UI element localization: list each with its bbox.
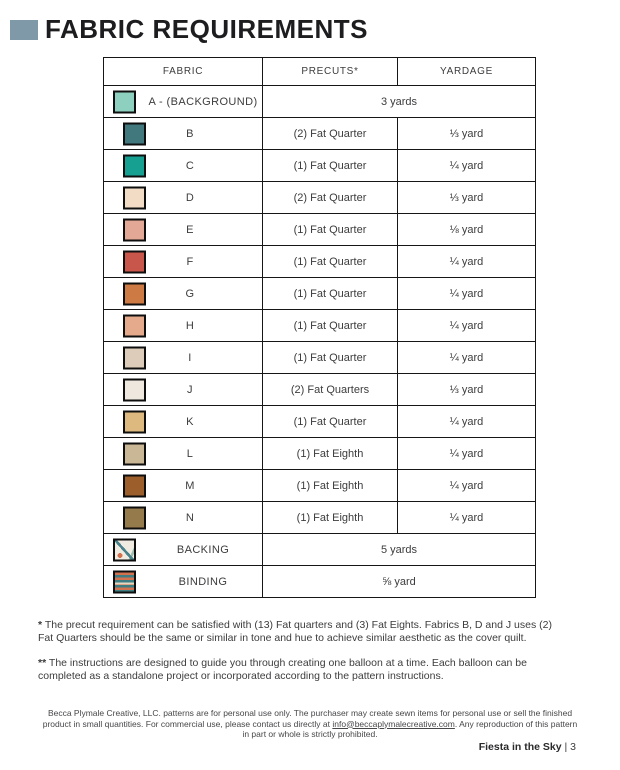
precut-cell: (1) Fat Quarter — [263, 246, 398, 278]
yardage-cell: ¼ yard — [398, 342, 536, 374]
yardage-cell: ⅓ yard — [398, 118, 536, 150]
fabric-label: N — [185, 511, 195, 524]
fabric-label: BACKING — [176, 543, 230, 556]
fabric-cell — [104, 342, 263, 374]
title-accent-square — [10, 20, 38, 40]
precut-cell: (1) Fat Quarter — [263, 406, 398, 438]
yardage-cell: ¼ yard — [398, 502, 536, 534]
precut-cell: (1) Fat Quarter — [263, 214, 398, 246]
fabric-cell — [104, 278, 263, 310]
fabric-swatch — [113, 538, 136, 561]
footnote-text: The instructions are designed to guide you through creating one balloon at a time. Each balloon can be completed as a standalone project or incorporated according to the pattern instructions. — [38, 657, 527, 682]
copyright-notice — [40, 708, 580, 740]
yardage-merged-cell: 5 yards — [263, 534, 536, 566]
fabric-label: M — [185, 479, 195, 492]
yardage-cell: ⅓ yard — [398, 182, 536, 214]
col-header-yardage: YARDAGE — [398, 58, 536, 86]
pattern-title: Fiesta in the Sky — [478, 741, 562, 753]
fabric-label: A - (BACKGROUND) — [148, 95, 258, 108]
copyright-text-after: . Any reproduction of this pattern in part or whole is strictly prohibited. — [242, 718, 578, 739]
fabric-swatch — [123, 282, 146, 305]
yardage-merged-cell: 3 yards — [263, 86, 536, 118]
table-row — [104, 118, 536, 150]
table-row — [104, 278, 536, 310]
fabric-swatch — [113, 570, 136, 593]
precut-cell: (1) Fat Quarter — [263, 278, 398, 310]
fabric-cell — [104, 470, 263, 502]
footnote-instructions — [38, 657, 565, 683]
page-footer — [479, 741, 576, 753]
fabric-cell — [104, 150, 263, 182]
fabric-swatch — [123, 410, 146, 433]
fabric-cell — [104, 118, 263, 150]
yardage-cell: ¼ yard — [398, 406, 536, 438]
table-header-row — [104, 58, 536, 86]
yardage-cell: ⅛ yard — [398, 214, 536, 246]
precut-cell: (1) Fat Eighth — [263, 438, 398, 470]
precut-cell: (1) Fat Eighth — [263, 470, 398, 502]
precut-cell: (1) Fat Quarter — [263, 150, 398, 182]
precut-cell: (1) Fat Eighth — [263, 502, 398, 534]
table-row — [104, 534, 536, 566]
fabric-label: B — [186, 127, 194, 140]
table-row — [104, 342, 536, 374]
precut-cell: (2) Fat Quarter — [263, 182, 398, 214]
precut-cell: (2) Fat Quarter — [263, 118, 398, 150]
fabric-swatch — [123, 346, 146, 369]
yardage-merged-cell: ⅝ yard — [263, 566, 536, 598]
yardage-cell: ⅓ yard — [398, 374, 536, 406]
table-row — [104, 182, 536, 214]
precut-cell: (1) Fat Quarter — [263, 342, 398, 374]
fabric-swatch — [123, 442, 146, 465]
fabric-swatch — [123, 122, 146, 145]
yardage-cell: ¼ yard — [398, 246, 536, 278]
fabric-swatch — [123, 474, 146, 497]
col-header-fabric: FABRIC — [104, 58, 263, 86]
table-row — [104, 214, 536, 246]
yardage-cell: ¼ yard — [398, 278, 536, 310]
email-link[interactable]: info@beccaplymalecreative.com — [332, 718, 455, 729]
fabric-label: J — [187, 383, 193, 396]
fabric-table-body — [104, 86, 536, 598]
fabric-swatch — [113, 90, 136, 113]
fabric-cell — [104, 374, 263, 406]
fabric-cell — [104, 214, 263, 246]
fabric-swatch — [123, 378, 146, 401]
fabric-swatch — [123, 154, 146, 177]
fabric-label: D — [185, 191, 195, 204]
fabric-label: H — [185, 319, 195, 332]
fabric-label: K — [186, 415, 194, 428]
footer-separator: | — [564, 741, 568, 753]
table-row — [104, 470, 536, 502]
table-row — [104, 566, 536, 598]
fabric-cell — [104, 86, 263, 118]
yardage-cell: ¼ yard — [398, 438, 536, 470]
fabric-label: BINDING — [178, 575, 228, 588]
table-row — [104, 502, 536, 534]
fabric-cell — [104, 406, 263, 438]
fabric-swatch — [123, 506, 146, 529]
footnote-marker: ** — [38, 657, 47, 669]
table-row — [104, 374, 536, 406]
fabric-cell — [104, 182, 263, 214]
fabric-cell — [104, 566, 263, 598]
fabric-label: F — [186, 255, 194, 268]
page-header — [10, 14, 368, 45]
fabric-label: G — [185, 287, 195, 300]
page-title: FABRIC REQUIREMENTS — [45, 14, 368, 44]
fabric-cell — [104, 438, 263, 470]
fabric-label: L — [186, 447, 194, 460]
copyright-text-before: Becca Plymale Creative, LLC. patterns are for personal use only. The purchaser may create sewn items for personal use or sell the finished product in small quantities. For commercial use, please contact us directly at — [42, 708, 573, 729]
table-row — [104, 246, 536, 278]
page-number: 3 — [570, 741, 576, 753]
precut-cell: (2) Fat Quarters — [263, 374, 398, 406]
table-row — [104, 310, 536, 342]
yardage-cell: ¼ yard — [398, 470, 536, 502]
fabric-label: C — [185, 159, 195, 172]
yardage-cell: ¼ yard — [398, 150, 536, 182]
footnotes — [38, 619, 565, 695]
footnote-precuts — [38, 619, 565, 645]
table-row — [104, 438, 536, 470]
fabric-requirements-table — [103, 57, 536, 598]
col-header-precuts: PRECUTS* — [263, 58, 398, 86]
fabric-label: I — [188, 351, 192, 364]
fabric-cell — [104, 310, 263, 342]
footnote-marker: * — [38, 619, 43, 631]
fabric-swatch — [123, 186, 146, 209]
fabric-swatch — [123, 218, 146, 241]
table-row — [104, 406, 536, 438]
precut-cell: (1) Fat Quarter — [263, 310, 398, 342]
table-row — [104, 86, 536, 118]
fabric-cell — [104, 502, 263, 534]
footnote-text: The precut requirement can be satisfied with (13) Fat quarters and (3) Fat Eights. Fabrics B, D and J uses (2) Fat Quarters should be the same or similar in tone and hue to achieve similar aesthetic as the cover quilt. — [38, 619, 552, 644]
fabric-cell — [104, 246, 263, 278]
fabric-swatch — [123, 314, 146, 337]
fabric-label: E — [186, 223, 194, 236]
table-row — [104, 150, 536, 182]
yardage-cell: ¼ yard — [398, 310, 536, 342]
fabric-cell — [104, 534, 263, 566]
fabric-swatch — [123, 250, 146, 273]
